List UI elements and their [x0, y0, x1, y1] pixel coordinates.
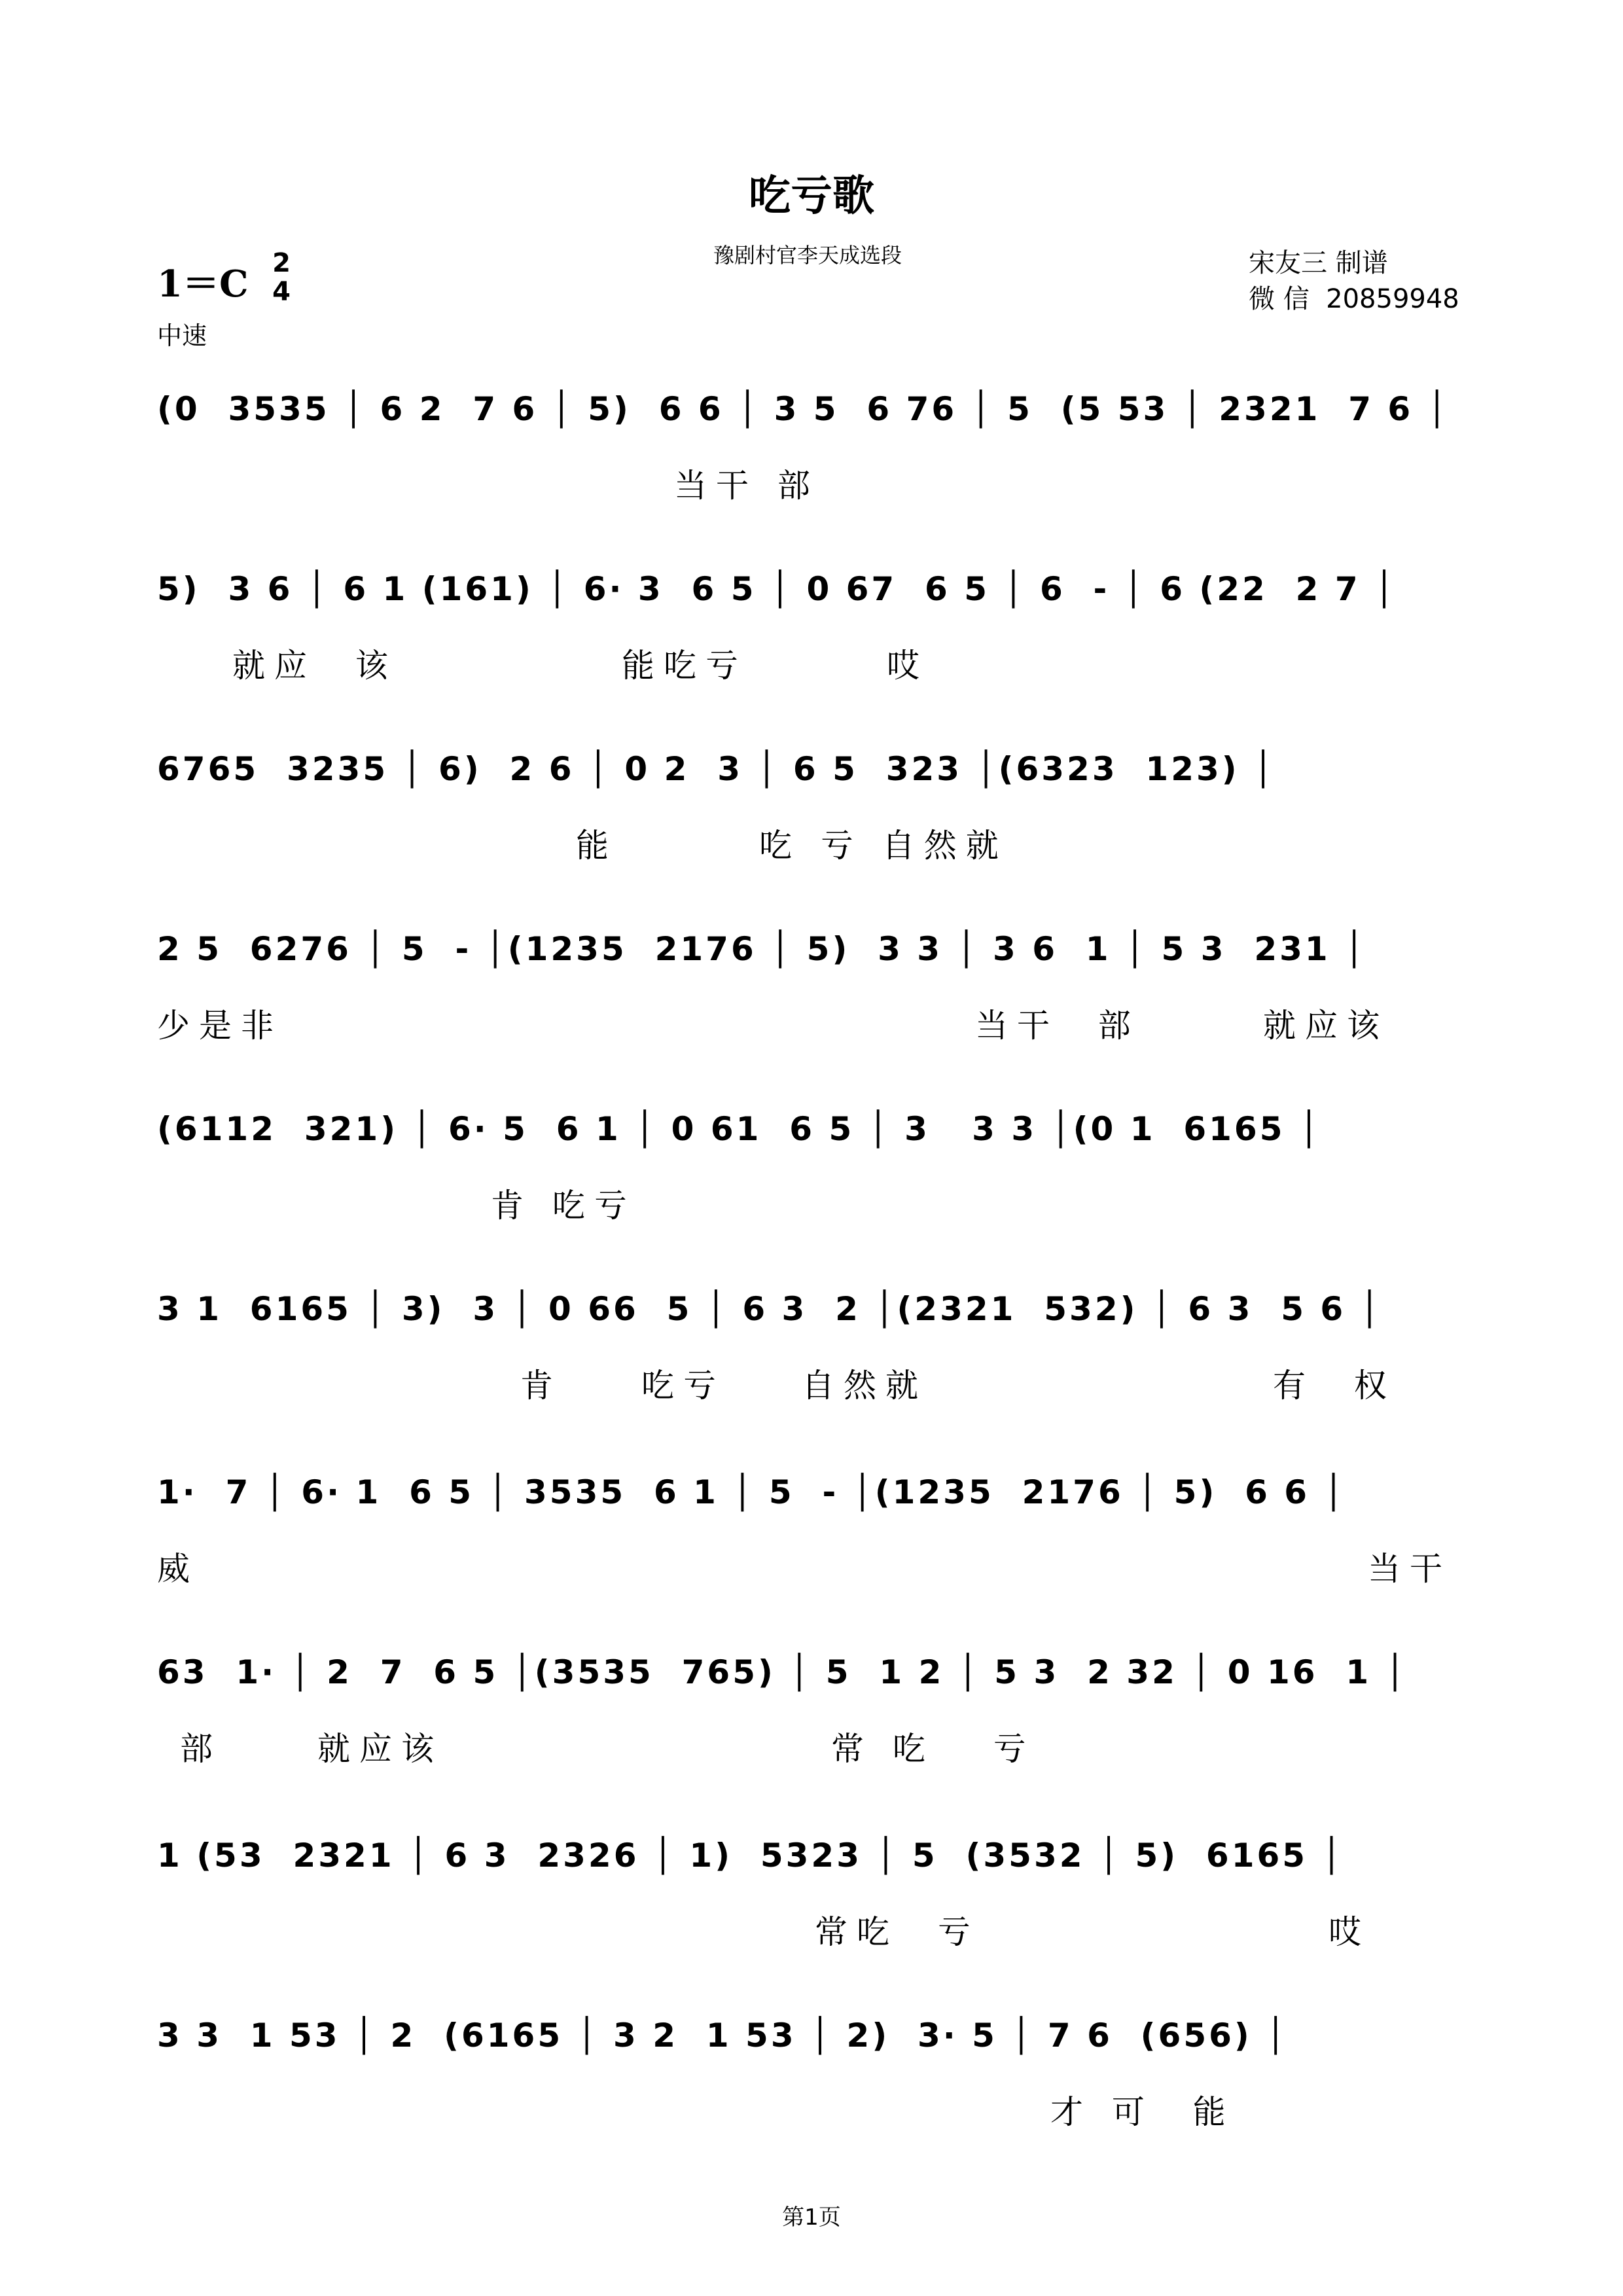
lyric-text: 自然就	[802, 1367, 927, 1405]
lyric-text: 哎	[1329, 1913, 1370, 1951]
lyric-text: 肯	[520, 1367, 562, 1405]
lyric-text: 当干	[1368, 1550, 1452, 1588]
meter-top: 2	[272, 248, 291, 278]
notation-line: 1· 7 │ 6· 1 6 5 │ 3535 6 1 │ 5 - │(1235 2176 │ 5) 6 6 │	[157, 1473, 1346, 1511]
score-system	[157, 2013, 1486, 2183]
lyric-text: 当干 部	[975, 1007, 1140, 1045]
lyric-text: 当干 部	[674, 467, 819, 505]
lyric-text: 吃 亏 自然就	[759, 827, 1008, 865]
notation-line: 3 1 6165 │ 3) 3 │ 0 66 5 │ 6 3 2 │(2321 532) │ 6 3 5 6 │	[157, 1290, 1382, 1328]
lyric-text: 就应该	[317, 1730, 443, 1768]
score-system	[157, 1106, 1486, 1276]
lyric-text: 常吃 亏	[815, 1913, 980, 1951]
lyric-text: 才 可 能	[1050, 2093, 1235, 2131]
lyric-text: 就应 该	[232, 647, 397, 685]
subtitle: 豫剧村官李天成选段	[713, 243, 902, 268]
score-system	[157, 386, 1486, 556]
notation-line: 3 3 1 53 │ 2 (6165 │ 3 2 1 53 │ 2) 3· 5 │ 7 6 (656) │	[157, 2017, 1289, 2054]
notation-line: 5) 3 6 │ 6 1 (161) │ 6· 3 6 5 │ 0 67 6 5 │ 6 - │ 6 (22 2 7 │	[157, 570, 1397, 608]
lyric-text: 威	[157, 1550, 199, 1588]
notation-line: 1 (53 2321 │ 6 3 2326 │ 1) 5323 │ 5 (3532 │ 5) 6165 │	[157, 1837, 1344, 1874]
notation-line: 6765 3235 │ 6) 2 6 │ 0 2 3 │ 6 5 323 │(6323 123) │	[157, 750, 1276, 788]
lyric-text: 能	[576, 827, 618, 865]
lyric-text: 能吃亏	[622, 647, 747, 685]
wechat-label: 微 信	[1249, 284, 1310, 314]
lyric-text: 哎	[887, 647, 929, 685]
score-system	[157, 746, 1486, 916]
meter-bottom: 4	[272, 277, 291, 307]
notation-line: 2 5 6276 │ 5 - │(1235 2176 │ 5) 3 3 │ 3 6 1 │ 5 3 231 │	[157, 930, 1367, 968]
key-signature: 1＝C	[157, 262, 249, 306]
notation-line: 63 1· │ 2 7 6 5 │(3535 765) │ 5 1 2 │ 5 3 2 32 │ 0 16 1 │	[157, 1653, 1408, 1691]
beam-lines	[157, 1469, 1486, 1640]
lyric-text: 少是非	[157, 1007, 283, 1045]
lyric-text: 肯 吃亏	[491, 1187, 636, 1225]
beam-lines	[157, 386, 1486, 556]
page-title: 吃亏歌	[749, 172, 874, 221]
time-signature	[265, 249, 298, 306]
score-system	[157, 1286, 1486, 1456]
page-number: 第1页	[782, 2204, 841, 2231]
score-system	[157, 1833, 1486, 2003]
score-system	[157, 926, 1486, 1096]
lyric-text: 有 权	[1273, 1367, 1396, 1405]
notation-line: (6112 321) │ 6· 5 6 1 │ 0 61 6 5 │ 3 3 3 │(0 1 6165 │	[157, 1110, 1321, 1148]
tempo-marking: 中速	[157, 321, 207, 350]
wechat-credit	[1249, 278, 1459, 315]
lyric-text: 部	[180, 1730, 222, 1768]
wechat-id: 20859948	[1326, 284, 1459, 314]
lyric-text: 常 吃 亏	[831, 1730, 1035, 1768]
score-system	[157, 1469, 1486, 1640]
score-system	[157, 566, 1486, 736]
beam-lines	[157, 1106, 1486, 1276]
beam-lines	[157, 2013, 1486, 2183]
lyric-text: 吃亏	[641, 1367, 725, 1405]
lyric-text: 就应该	[1263, 1007, 1389, 1045]
arranger-credit: 宋友三 制谱	[1249, 248, 1388, 278]
score-system	[157, 1649, 1486, 1820]
notation-line: (0 3535 │ 6 2 7 6 │ 5) 6 6 │ 3 5 6 76 │ 5 (5 53 │ 2321 7 6 │	[157, 390, 1450, 428]
